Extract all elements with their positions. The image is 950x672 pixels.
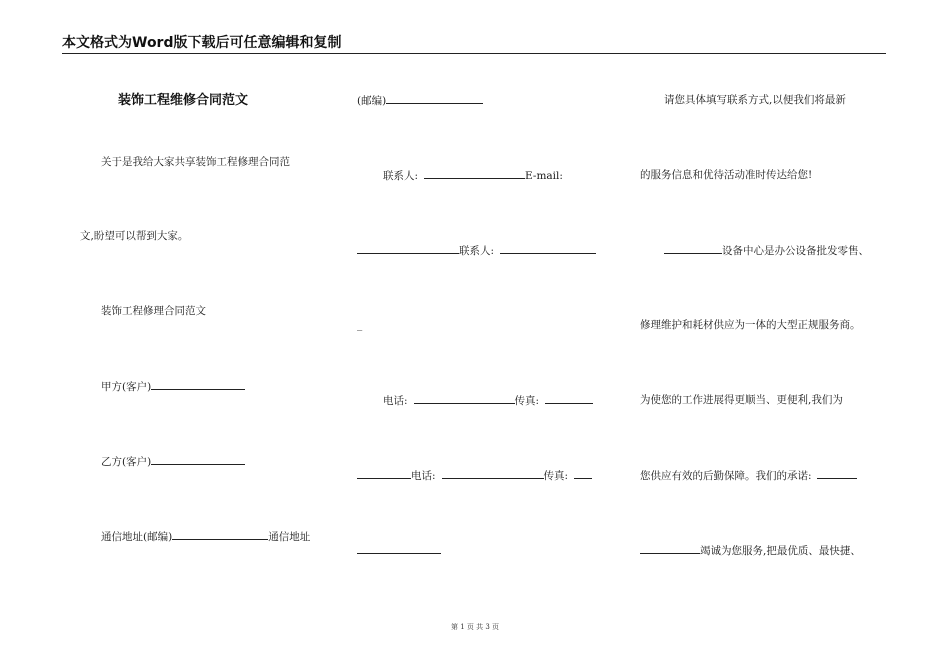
col3-line-2: 的服务信息和优待活动准时传达给您!: [640, 169, 813, 181]
phone-2-blank: [442, 468, 544, 479]
party-a-label: 甲方(客户): [101, 381, 152, 393]
fax-label-2: 传真:: [543, 470, 569, 482]
contract-subtitle: 装饰工程修理合同范文: [101, 305, 206, 317]
phone-label: 电话:: [383, 395, 408, 407]
col3-line-3-text: 设备中心是办公设备批发零售、: [722, 245, 869, 257]
fax-label: 传真:: [514, 395, 540, 407]
page-footer: 第 1 页 共 3 页: [450, 623, 500, 631]
column2-trailing-line: [357, 543, 441, 558]
fax-blank: [545, 393, 593, 404]
contact-2-leading-blank: [357, 243, 459, 254]
document-title: 装饰工程维修合同范文: [118, 93, 249, 108]
col3-line-1: 请您具体填写联系方式,以便我们将最新: [664, 94, 846, 106]
address-line: [101, 529, 310, 544]
promise-blank: [817, 468, 857, 479]
address-prefix-label: 通信地址(邮编): [101, 531, 173, 543]
postcode-blank: [386, 93, 483, 104]
col3-line-7-text: 竭诚为您服务,把最优质、最快捷、: [700, 545, 861, 557]
contact-blank: [424, 168, 525, 179]
header-title: 本文格式为Word版下载后可任意编辑和复制: [62, 35, 342, 51]
col3-line-4: 修理维护和耗材供应为一体的大型正规服务商。: [640, 319, 861, 331]
dash-line: _: [357, 319, 363, 331]
party-a-blank: [151, 379, 245, 390]
contact-2-blank: [500, 243, 596, 254]
intro-line-2: 文,盼望可以帮到大家。: [80, 230, 189, 242]
col3-line-3: [664, 243, 869, 258]
trailing-blank: [357, 543, 441, 554]
phone-label-2: 电话:: [411, 470, 436, 482]
document-header: [62, 34, 886, 54]
company-name-blank: [664, 243, 722, 254]
intro-line-1: 关于是我给大家共享装饰工程修理合同范: [101, 156, 290, 168]
phone-blank: [414, 393, 515, 404]
party-a-line: [101, 379, 245, 394]
fax-2-blank: [574, 468, 592, 479]
party-b-blank: [151, 454, 245, 465]
col3-line-6: [640, 468, 857, 483]
col3-line-5: 为使您的工作进展得更顺当、更便利,我们为: [640, 394, 843, 406]
col3-line-6-text: 您供应有效的后勤保障。我们的承诺:: [640, 470, 812, 482]
party-b-label: 乙方(客户): [101, 456, 152, 468]
phone-fax-line-2: [357, 468, 592, 483]
contact-line-2: [357, 243, 596, 258]
contact-email-line: [383, 168, 563, 183]
address-blank: [172, 529, 268, 540]
party-b-line: [101, 454, 245, 469]
postcode-label: (邮编): [357, 95, 387, 107]
service-blank: [640, 543, 700, 554]
phone-fax-line: [383, 393, 593, 408]
postcode-line: [357, 93, 483, 108]
address-suffix-label: 通信地址: [268, 531, 311, 543]
contact-label: 联系人:: [383, 170, 419, 182]
col3-line-7: [640, 543, 861, 558]
phone-2-leading-blank: [357, 468, 411, 479]
email-label: E-mail:: [525, 170, 563, 182]
contact-label-2: 联系人:: [459, 245, 495, 257]
